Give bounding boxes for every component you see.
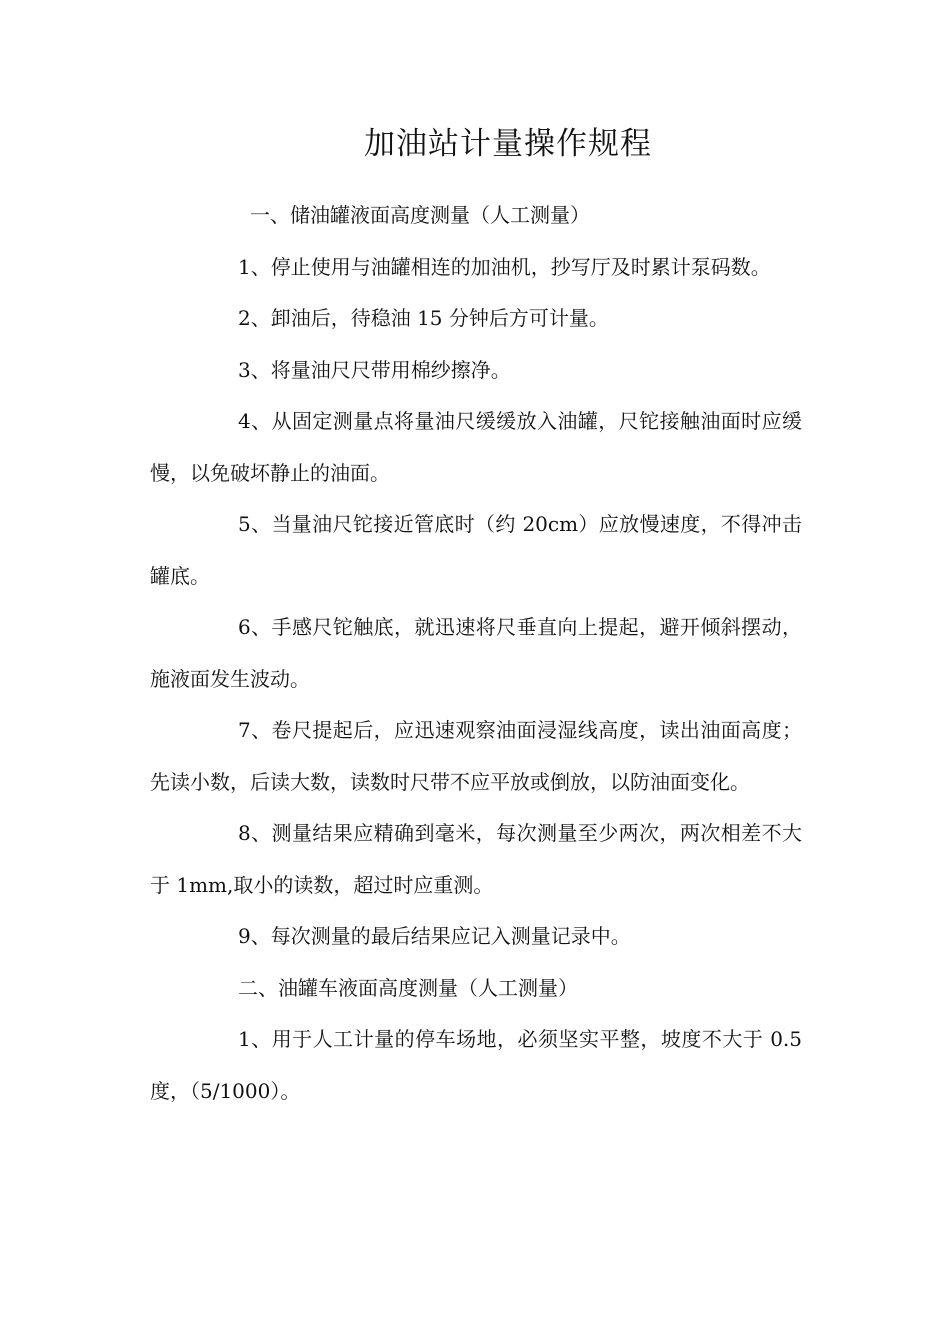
paragraph-1-3: 3、将量油尺尺带用棉纱擦净。 (238, 357, 511, 382)
section-heading-2: 二、油罐车液面高度测量（人工测量） (238, 975, 578, 1000)
paragraph-1-6: 6、手感尺铊触底，就迅速将尺垂直向上提起，避开倾斜摆动，施液面发生波动。 (150, 615, 802, 691)
paragraph-1-2: 2、卸油后，待稳油 15 分钟后方可计量。 (238, 306, 609, 330)
paragraph-1-5: 5、当量油尺铊接近管底时（约 20cm）应放慢速度，不得冲击罐底。 (150, 512, 802, 588)
document-body (150, 190, 802, 1117)
paragraph-1-7: 7、卷尺提起后，应迅速观察油面浸湿线高度，读出油面高度；先读小数，后读大数，读数时尺带不应平放或倒放，以防油面变化。 (150, 718, 802, 794)
paragraph-1-9: 9、每次测量的最后结果应记入测量记录中。 (238, 924, 631, 948)
paragraph-1-8: 8、测量结果应精确到毫米，每次测量至少两次，两次相差不大于 1mm,取小的读数，超过时应重测。 (150, 821, 802, 897)
paragraph-1-1: 1、停止使用与油罐相连的加油机，抄写厅及时累计泵码数。 (238, 254, 771, 279)
section-heading-1: 一、储油罐液面高度测量（人工测量） (250, 203, 590, 227)
paragraph-2-1: 1、用于人工计量的停车场地，必须坚实平整，坡度不大于 0.5 度，（5/1000）。 (150, 1027, 802, 1103)
document-title: 加油站计量操作规程 (364, 126, 652, 162)
paragraph-1-4: 4、从固定测量点将量油尺缓缓放入油罐，尺铊接触油面时应缓慢，以免破坏静止的油面。 (150, 409, 802, 485)
